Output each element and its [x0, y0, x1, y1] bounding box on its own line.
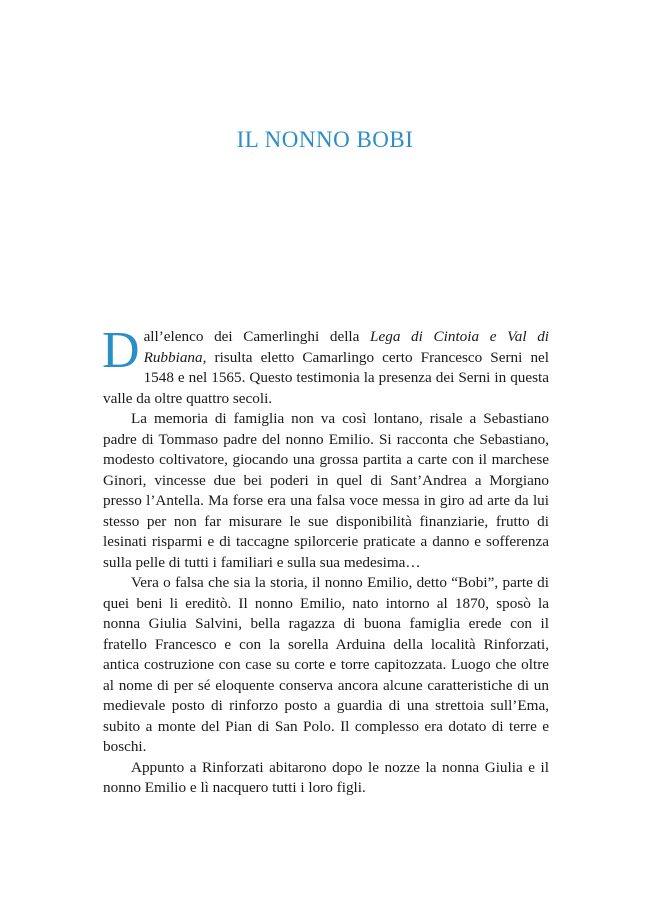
paragraph-1-italic-title: Lega di Cintoia e Val di Rubbiana,: [143, 328, 550, 366]
paragraph-1-text-b: risulta eletto Camarlingo certo Francesco Serni nel 1548 e nel 1565. Questo testimonia la presenza dei Serni in questa valle da oltre quattro secoli.: [103, 348, 549, 407]
paragraph-1: [102, 322, 550, 409]
paragraph-4: Appunto a Rinforzati abitarono dopo le nozze la nonna Giulia e il nonno Emilio e lì nacquero tutti i loro figli.: [103, 758, 549, 796]
chapter-body: [102, 322, 550, 799]
paragraph-1-text-a: all’elenco dei Camerlinghi della: [143, 328, 371, 345]
chapter-title: IL NONNO BOBI: [236, 127, 414, 152]
paragraph-3: Vera o falsa che sia la storia, il nonno Emilio, detto “Bobi”, parte di quei beni li ereditò. Il nonno Emilio, nato intorno al 1870, sposò la nonna Giulia Salvini, bella ragazza di buona famiglia erede con il fratello Francesco e con la sorella Arduina della località Rinforzati, antica costruzione con case su corte e torre capitozzata. Luogo che oltre al nome di per sé eloquente conserva ancora alcune caratteristiche di un medievale posto di rinforzo posto a guardia di una strettoia sull’Ema, subito a monte del Pian di San Polo. Il complesso era dotato di terre e boschi.: [103, 574, 549, 755]
drop-cap: D: [102, 322, 140, 379]
paragraph-2: La memoria di famiglia non va così lontano, risale a Sebastiano padre di Tommaso padre del nonno Emilio. Si racconta che Sebastiano, modesto coltivatore, giocando una grossa partita a carte con il marchese Ginori, vincesse due bei poderi in quel di Sant’Andrea a Morgiano presso l’Antella. Ma forse era una falsa voce messa in giro ad arte da lui stesso per non far misurare le sue disponibilità finanziarie, frutto di lesinati risparmi e di taccagne spilorcerie praticate a danno e sofferenza sulla pelle di tutti i familiari e sulla sua medesima…: [103, 410, 549, 571]
